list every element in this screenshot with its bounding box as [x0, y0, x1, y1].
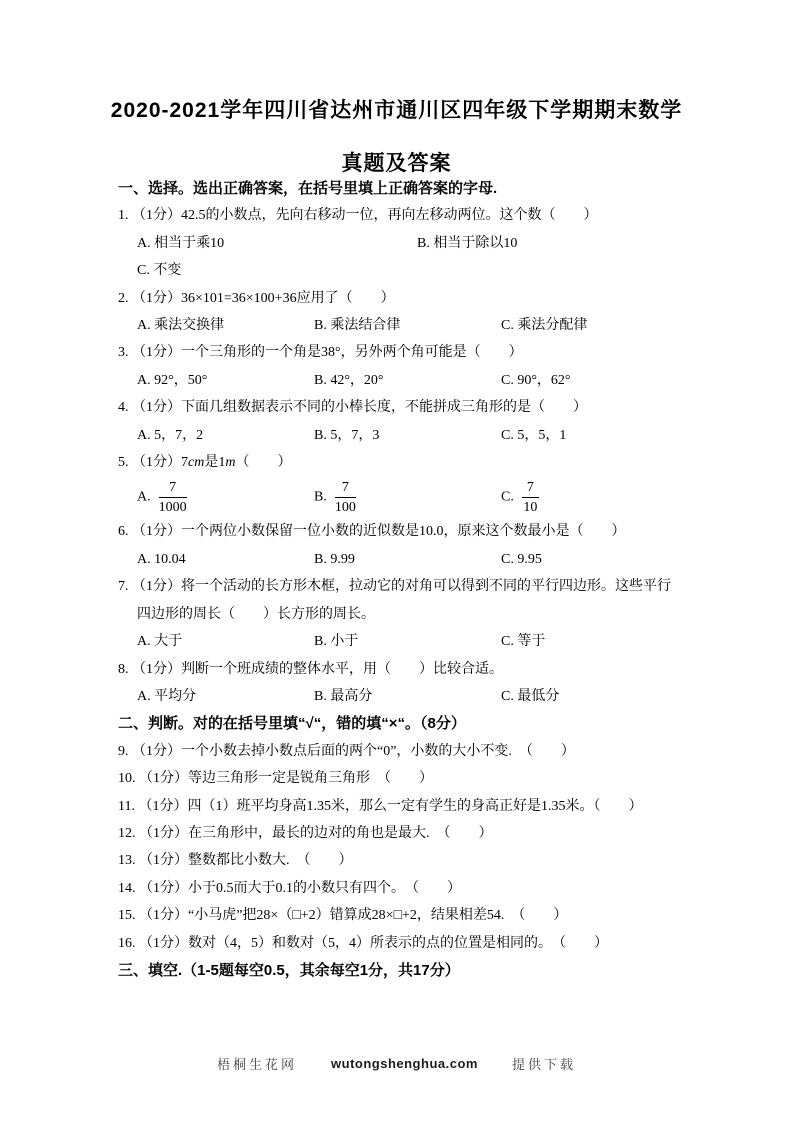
question-5-pre: 5. （1分）7 [118, 455, 188, 471]
judge-question-15: 15. （1分）“小马虎”把28×（□+2）错算成28×□+2，结果相差54. （ ） [118, 908, 568, 924]
fraction-7-1000: $\frac{7}{1000}$ [158, 479, 187, 515]
question-4-option-c: C. 5，5，1 [501, 427, 567, 443]
question-2-options [118, 312, 684, 339]
question-4-text: 4. （1分）下面几组数据表示不同的小棒长度，不能拼成三角形的是（ ） [118, 400, 587, 416]
question-2-option-b: B. 乘法结合律 [314, 318, 401, 334]
judge-question-14: 14. （1分）小于0.5而大于0.1的小数只有四个。 （ ） [118, 880, 461, 896]
unit-m: m [225, 455, 236, 471]
question-7-option-c: C. 等于 [501, 634, 546, 650]
page-footer [0, 1054, 793, 1073]
judge-question-16: 16. （1分）数对（4，5）和数对（5，4）所表示的点的位置是相同的。 （ ） [118, 935, 608, 951]
footer-site-name: 梧桐生花网 [217, 1057, 298, 1072]
option-a-label: A. [137, 489, 151, 505]
question-7-text-line-2: 四边形的周长（ ）长方形的周长。 [137, 606, 375, 622]
question-1-option-c: C. 不变 [137, 263, 182, 279]
question-3-options [118, 367, 684, 394]
question-7-option-a: A. 大于 [137, 634, 183, 650]
judge-question-12: 12. （1分）在三角形中，最长的边对的角也是最大. （ ） [118, 825, 493, 841]
question-3-text: 3. （1分）一个三角形的一个角是38°，另外两个角可能是（ ） [118, 345, 523, 361]
question-6-text: 6. （1分）一个两位小数保留一位小数的近似数是10.0，原来这个数最小是（ ） [118, 524, 626, 540]
question-5-option-c [501, 479, 684, 516]
option-c-label: C. [501, 489, 514, 505]
question-3-option-c: C. 90°，62° [501, 372, 571, 388]
fraction-7-10: $\frac{7}{10}$ [523, 479, 538, 515]
judge-question-10: 10. （1分）等边三角形一定是锐角三角形 （ ） [118, 771, 433, 787]
question-6-options [118, 546, 684, 573]
question-6-option-b: B. 9.99 [314, 551, 355, 567]
exam-body [118, 175, 684, 984]
question-5-post: （ ） [235, 455, 292, 471]
question-8-options [118, 683, 684, 710]
question-5-text [118, 449, 684, 476]
question-3-option-a: A. 92°，50° [137, 372, 208, 388]
judge-question-13: 13. （1分）整数都比小数大. （ ） [118, 853, 353, 869]
fraction-7-100: $\frac{7}{100}$ [334, 479, 356, 515]
question-1-option-a: A. 相当于乘10 [137, 235, 225, 251]
question-5-option-a [137, 479, 314, 516]
question-6-option-a: A. 10.04 [137, 551, 186, 567]
question-2-option-a: A. 乘法交换律 [137, 318, 225, 334]
question-2-option-c: C. 乘法分配律 [501, 318, 588, 334]
question-8-option-c: C. 最低分 [501, 688, 560, 704]
question-8-text: 8. （1分）判断一个班成绩的整体水平，用（ ）比较合适。 [118, 661, 503, 677]
question-2-text: 2. （1分）36×101=36×100+36应用了（ ） [118, 290, 395, 306]
question-8-option-a: A. 平均分 [137, 688, 197, 704]
question-5-option-b [314, 479, 501, 516]
question-5-options [118, 476, 684, 518]
exam-title-line-1: 2020-2021学年四川省达州市通川区四年级下学期期末数学 [110, 99, 683, 122]
question-1-option-b: B. 相当于除以10 [417, 235, 518, 251]
question-7-text-line-1: 7. （1分）将一个活动的长方形木框，拉动它的对角可以得到不同的平行四边形。这些平行 [118, 579, 671, 595]
question-3-option-b: B. 42°，20° [314, 372, 384, 388]
question-4-option-a: A. 5，7，2 [137, 427, 204, 443]
section-1-heading: 一、选择。选出正确答案，在括号里填上正确答案的字母. [118, 180, 498, 197]
section-2-heading: 二、判断。对的在括号里填“√“，错的填“×“。（8分） [118, 715, 466, 733]
judge-question-9: 9. （1分）一个小数去掉小数点后面的两个“0”，小数的大小不变. （ ） [118, 743, 575, 759]
question-5-mid: 是1 [204, 455, 226, 471]
question-8-option-b: B. 最高分 [314, 688, 373, 704]
question-1-options [118, 230, 684, 257]
question-1-text: 1. （1分）42.5的小数点，先向右移动一位，再向左移动两位。这个数（ ） [118, 208, 598, 224]
exam-title-line-2: 真题及答案 [341, 152, 452, 175]
footer-download-note: 提供下载 [511, 1057, 576, 1072]
question-4-option-b: B. 5，7，3 [314, 427, 380, 443]
option-b-label: B. [314, 489, 327, 505]
question-4-options [118, 422, 684, 449]
judge-question-11: 11. （1分）四（1）班平均身高1.35米，那么一定有学生的身高正好是1.35米。（ ） [118, 798, 643, 814]
question-6-option-c: C. 9.95 [501, 551, 542, 567]
section-3-heading: 三、填空.（1-5题每空0.5，其余每空1分，共17分） [118, 961, 460, 979]
unit-cm: cm [188, 455, 205, 471]
footer-site-url: wutongshenghua.com [331, 1056, 478, 1071]
question-7-option-b: B. 小于 [314, 634, 359, 650]
question-7-options [118, 628, 684, 655]
